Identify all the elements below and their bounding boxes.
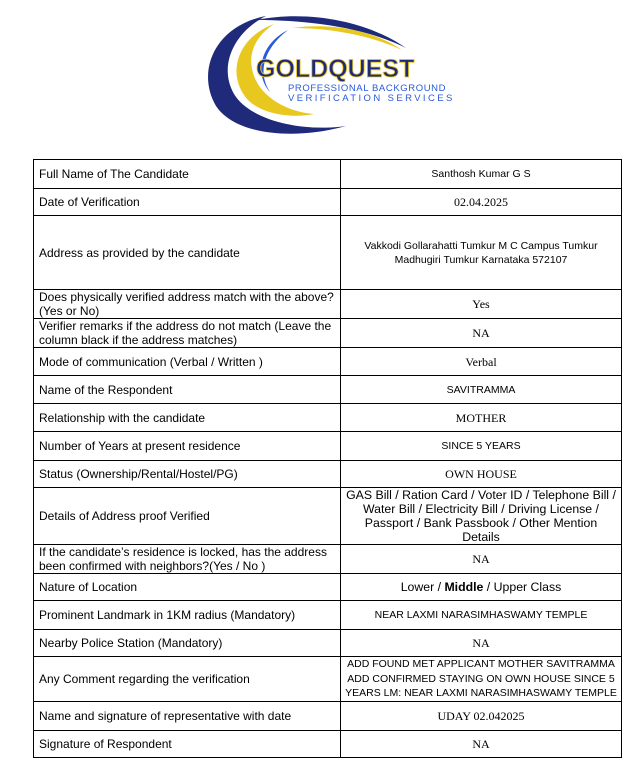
table-row: [34, 160, 622, 189]
row-value: SAVITRAMMA: [341, 376, 622, 404]
row-label: If the candidate’s residence is locked, has the address been confirmed with neighbors?(Yes / No ): [34, 545, 341, 574]
table-row: [34, 731, 622, 758]
row-label: Prominent Landmark in 1KM radius (Mandatory): [34, 601, 341, 630]
row-label: Relationship with the candidate: [34, 404, 341, 432]
table-row: [34, 657, 622, 702]
goldquest-logo-mark: [196, 14, 486, 138]
row-label: Verifier remarks if the address do not match (Leave the column black if the address matches): [34, 319, 341, 348]
row-value: ADD FOUND MET APPLICANT MOTHER SAVITRAMMA ADD CONFIRMED STAYING ON OWN HOUSE SINCE 5 YEARS LM: NEAR LAXMI NARASIMHASWAMY TEMPLE: [341, 657, 622, 702]
row-value: MOTHER: [341, 404, 622, 432]
table-row: [34, 545, 622, 574]
row-value: NA: [341, 545, 622, 574]
table-row: [34, 461, 622, 488]
row-value: NA: [341, 731, 622, 758]
table-row: [34, 432, 622, 461]
row-value: [341, 574, 622, 601]
table-row: [34, 290, 622, 319]
row-value: Santhosh Kumar G S: [341, 160, 622, 189]
table-row: [34, 702, 622, 731]
row-value: OWN HOUSE: [341, 461, 622, 488]
row-value: NEAR LAXMI NARASIMHASWAMY TEMPLE: [341, 601, 622, 630]
table-row: [34, 574, 622, 601]
row-label: Does physically verified address match with the above? (Yes or No): [34, 290, 341, 319]
table-row: [34, 216, 622, 290]
table-row: [34, 319, 622, 348]
row-label: Mode of communication (Verbal / Written ): [34, 348, 341, 376]
table-row: [34, 601, 622, 630]
logo-tagline-2: VERIFICATION SERVICES: [288, 93, 455, 104]
row-value: NA: [341, 319, 622, 348]
row-label: Date of Verification: [34, 189, 341, 216]
row-label: Nearby Police Station (Mandatory): [34, 630, 341, 657]
row-label: Nature of Location: [34, 574, 341, 601]
row-value: GAS Bill / Ration Card / Voter ID / Telephone Bill / Water Bill / Electricity Bill / Driving License / Passport / Bank Passbook / Other Mention Details: [341, 488, 622, 545]
location-lower: Lower /: [400, 580, 445, 594]
row-label: Number of Years at present residence: [34, 432, 341, 461]
row-value: SINCE 5 YEARS: [341, 432, 622, 461]
row-label: Name of the Respondent: [34, 376, 341, 404]
goldquest-logo: [196, 14, 486, 138]
row-value: NA: [341, 630, 622, 657]
row-value: UDAY 02.042025: [341, 702, 622, 731]
row-label: Any Comment regarding the verification: [34, 657, 341, 702]
table-row: [34, 348, 622, 376]
verification-table: [33, 159, 622, 758]
table-row: [34, 376, 622, 404]
logo-wordmark: GOLDQUEST: [256, 55, 415, 83]
row-label: Address as provided by the candidate: [34, 216, 341, 290]
table-row: [34, 630, 622, 657]
row-label: Name and signature of representative with date: [34, 702, 341, 731]
row-label: Signature of Respondent: [34, 731, 341, 758]
row-value: Yes: [341, 290, 622, 319]
location-upper: / Upper Class: [483, 580, 562, 594]
location-middle: Middle: [444, 580, 484, 594]
row-label: Full Name of The Candidate: [34, 160, 341, 189]
logo-tagline-1: PROFESSIONAL BACKGROUND: [288, 83, 447, 94]
table-row: [34, 404, 622, 432]
row-label: Status (Ownership/Rental/Hostel/PG): [34, 461, 341, 488]
row-value: Verbal: [341, 348, 622, 376]
row-value: Vakkodi Gollarahatti Tumkur M C Campus Tumkur Madhugiri Tumkur Karnataka 572107: [341, 216, 622, 290]
table-row: [34, 488, 622, 545]
row-label: Details of Address proof Verified: [34, 488, 341, 545]
table-row: [34, 189, 622, 216]
row-value: 02.04.2025: [341, 189, 622, 216]
